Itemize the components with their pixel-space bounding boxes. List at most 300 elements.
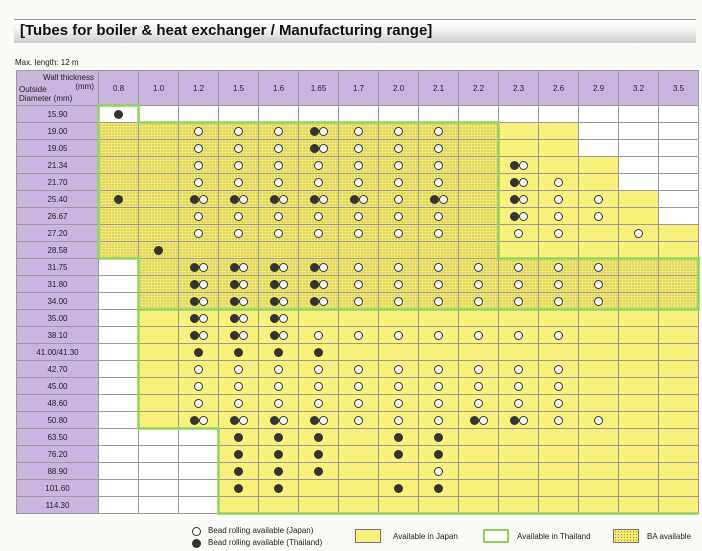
bead-japan-marker bbox=[274, 382, 283, 391]
range-cell bbox=[499, 361, 539, 378]
table-row bbox=[17, 327, 699, 344]
range-cell bbox=[619, 344, 659, 361]
range-cell bbox=[539, 293, 579, 310]
open-circle-icon bbox=[192, 527, 201, 536]
bead-thailand-marker bbox=[190, 314, 199, 323]
range-cell bbox=[299, 123, 339, 140]
range-cell bbox=[419, 327, 459, 344]
range-cell bbox=[259, 429, 299, 446]
range-cell bbox=[339, 293, 379, 310]
bead-thailand-marker bbox=[230, 263, 239, 272]
diameter-label: 35.00 bbox=[17, 310, 99, 327]
range-cell bbox=[419, 106, 459, 123]
bead-thailand-marker bbox=[230, 331, 239, 340]
range-cell bbox=[339, 497, 379, 514]
range-cell bbox=[499, 191, 539, 208]
range-cell bbox=[539, 480, 579, 497]
range-cell bbox=[339, 242, 379, 259]
thickness-header: 1.6 bbox=[259, 71, 299, 106]
range-cell bbox=[179, 378, 219, 395]
range-cell bbox=[99, 208, 139, 225]
range-cell bbox=[659, 412, 699, 429]
range-cell bbox=[659, 276, 699, 293]
bead-japan-marker bbox=[194, 229, 203, 238]
range-cell bbox=[459, 446, 499, 463]
bead-japan-marker bbox=[554, 331, 563, 340]
range-cell bbox=[379, 208, 419, 225]
bead-japan-marker bbox=[394, 382, 403, 391]
range-cell bbox=[379, 174, 419, 191]
diameter-label: 21.70 bbox=[17, 174, 99, 191]
range-cell bbox=[419, 208, 459, 225]
bead-thailand-marker bbox=[114, 195, 123, 204]
range-cell bbox=[379, 106, 419, 123]
range-cell bbox=[219, 242, 259, 259]
bead-japan-marker bbox=[394, 212, 403, 221]
range-cell bbox=[259, 412, 299, 429]
bead-thailand-marker bbox=[230, 314, 239, 323]
diameter-label: 114.30 bbox=[17, 497, 99, 514]
bead-japan-marker bbox=[354, 331, 363, 340]
range-cell bbox=[379, 242, 419, 259]
table-row bbox=[17, 208, 699, 225]
legend bbox=[180, 525, 700, 551]
range-cell bbox=[539, 123, 579, 140]
bead-japan-marker bbox=[554, 297, 563, 306]
wall-thickness-label: Wall thickness (mm) bbox=[43, 73, 94, 91]
range-cell bbox=[619, 123, 659, 140]
range-cell bbox=[379, 429, 419, 446]
bead-japan-marker bbox=[234, 399, 243, 408]
range-cell bbox=[579, 395, 619, 412]
range-cell bbox=[419, 480, 459, 497]
range-cell bbox=[459, 208, 499, 225]
range-cell bbox=[219, 225, 259, 242]
bead-japan-marker bbox=[274, 127, 283, 136]
table-row bbox=[17, 497, 699, 514]
table-row bbox=[17, 361, 699, 378]
bead-japan-marker bbox=[199, 416, 208, 425]
bead-japan-marker bbox=[319, 297, 328, 306]
bead-japan-marker bbox=[359, 195, 368, 204]
diameter-label: 27.20 bbox=[17, 225, 99, 242]
range-cell bbox=[379, 191, 419, 208]
range-cell bbox=[99, 412, 139, 429]
range-cell bbox=[299, 259, 339, 276]
range-cell bbox=[419, 344, 459, 361]
range-cell bbox=[299, 191, 339, 208]
range-cell bbox=[379, 259, 419, 276]
bead-thailand-marker bbox=[310, 280, 319, 289]
bead-japan-marker bbox=[234, 212, 243, 221]
bead-japan-marker bbox=[274, 399, 283, 408]
range-cell bbox=[459, 310, 499, 327]
range-cell bbox=[659, 191, 699, 208]
range-cell bbox=[179, 208, 219, 225]
range-cell bbox=[659, 310, 699, 327]
table-row bbox=[17, 174, 699, 191]
range-cell bbox=[579, 361, 619, 378]
range-cell bbox=[339, 276, 379, 293]
range-cell bbox=[419, 293, 459, 310]
range-cell bbox=[259, 361, 299, 378]
bead-japan-marker bbox=[554, 365, 563, 374]
range-cell bbox=[179, 497, 219, 514]
range-cell bbox=[339, 259, 379, 276]
range-cell bbox=[619, 191, 659, 208]
range-cell bbox=[99, 395, 139, 412]
bead-japan-marker bbox=[554, 399, 563, 408]
range-cell bbox=[179, 412, 219, 429]
range-cell bbox=[419, 157, 459, 174]
table-row bbox=[17, 225, 699, 242]
bead-japan-marker bbox=[354, 365, 363, 374]
bead-japan-marker bbox=[434, 297, 443, 306]
range-cell bbox=[99, 259, 139, 276]
range-cell bbox=[259, 140, 299, 157]
bead-japan-marker bbox=[434, 331, 443, 340]
bead-japan-marker bbox=[474, 331, 483, 340]
bead-japan-marker bbox=[239, 416, 248, 425]
range-cell bbox=[499, 395, 539, 412]
range-cell bbox=[659, 208, 699, 225]
diameter-label: 76.20 bbox=[17, 446, 99, 463]
bead-thailand-marker bbox=[230, 416, 239, 425]
range-cell bbox=[419, 378, 459, 395]
thickness-header: 1.65 bbox=[299, 71, 339, 106]
bead-thailand-marker bbox=[230, 195, 239, 204]
table-row bbox=[17, 310, 699, 327]
range-cell bbox=[619, 463, 659, 480]
range-cell bbox=[299, 429, 339, 446]
range-cell bbox=[499, 242, 539, 259]
bead-japan-marker bbox=[234, 144, 243, 153]
range-cell bbox=[379, 344, 419, 361]
range-cell bbox=[539, 310, 579, 327]
range-cell bbox=[379, 480, 419, 497]
range-cell bbox=[219, 463, 259, 480]
bead-thailand-marker bbox=[510, 416, 519, 425]
range-cell bbox=[219, 429, 259, 446]
bead-japan-marker bbox=[194, 178, 203, 187]
range-cell bbox=[499, 378, 539, 395]
range-cell bbox=[539, 361, 579, 378]
diameter-label: 45.00 bbox=[17, 378, 99, 395]
bead-japan-marker bbox=[554, 280, 563, 289]
bead-thailand-marker bbox=[394, 484, 403, 493]
table-row bbox=[17, 463, 699, 480]
bead-thailand-marker bbox=[510, 178, 519, 187]
range-cell bbox=[339, 344, 379, 361]
table-row bbox=[17, 378, 699, 395]
range-cell bbox=[619, 310, 659, 327]
bead-japan-marker bbox=[239, 195, 248, 204]
range-cell bbox=[499, 259, 539, 276]
bead-japan-marker bbox=[314, 212, 323, 221]
range-cell bbox=[419, 242, 459, 259]
range-cell bbox=[339, 327, 379, 344]
thickness-header: 2.0 bbox=[379, 71, 419, 106]
range-cell bbox=[419, 446, 459, 463]
diameter-label: 19.00 bbox=[17, 123, 99, 140]
bead-thailand-marker bbox=[270, 280, 279, 289]
range-cell bbox=[99, 293, 139, 310]
bead-thailand-marker bbox=[310, 297, 319, 306]
range-cell bbox=[219, 106, 259, 123]
range-cell bbox=[579, 276, 619, 293]
range-cell bbox=[179, 191, 219, 208]
bead-japan-marker bbox=[354, 161, 363, 170]
range-cell bbox=[99, 361, 139, 378]
bead-japan-marker bbox=[199, 314, 208, 323]
range-cell bbox=[539, 344, 579, 361]
range-cell bbox=[659, 344, 699, 361]
bead-japan-marker bbox=[519, 416, 528, 425]
range-cell bbox=[299, 327, 339, 344]
range-cell bbox=[299, 242, 339, 259]
range-cell bbox=[339, 412, 379, 429]
bead-japan-marker bbox=[434, 229, 443, 238]
diameter-label: 41.00/41.30 bbox=[17, 344, 99, 361]
bead-thailand-marker bbox=[230, 297, 239, 306]
range-cell bbox=[99, 344, 139, 361]
bead-japan-marker bbox=[554, 229, 563, 238]
range-cell bbox=[99, 123, 139, 140]
diameter-label: 19.05 bbox=[17, 140, 99, 157]
bead-japan-marker bbox=[354, 382, 363, 391]
range-cell bbox=[579, 412, 619, 429]
range-cell bbox=[579, 157, 619, 174]
bead-japan-marker bbox=[314, 399, 323, 408]
range-cell bbox=[659, 361, 699, 378]
range-cell bbox=[459, 463, 499, 480]
thickness-header: 2.1 bbox=[419, 71, 459, 106]
range-cell bbox=[539, 497, 579, 514]
range-cell bbox=[419, 429, 459, 446]
bead-thailand-marker bbox=[234, 450, 243, 459]
range-cell bbox=[259, 191, 299, 208]
range-cell bbox=[459, 327, 499, 344]
range-cell bbox=[619, 259, 659, 276]
bead-thailand-marker bbox=[270, 195, 279, 204]
legend-thailand-label: Available in Thailand bbox=[517, 532, 591, 541]
bead-japan-marker bbox=[474, 382, 483, 391]
range-cell bbox=[659, 378, 699, 395]
range-cell bbox=[419, 412, 459, 429]
range-cell bbox=[299, 157, 339, 174]
range-cell bbox=[659, 327, 699, 344]
range-cell bbox=[459, 157, 499, 174]
range-cell bbox=[499, 327, 539, 344]
range-cell bbox=[619, 361, 659, 378]
bead-japan-marker bbox=[554, 263, 563, 272]
range-cell bbox=[459, 140, 499, 157]
range-cell bbox=[419, 276, 459, 293]
range-cell bbox=[139, 378, 179, 395]
bead-japan-marker bbox=[394, 178, 403, 187]
bead-thailand-marker bbox=[350, 195, 359, 204]
bead-japan-marker bbox=[474, 263, 483, 272]
bead-thailand-marker bbox=[310, 144, 319, 153]
range-cell bbox=[499, 497, 539, 514]
bead-japan-marker bbox=[594, 297, 603, 306]
bead-japan-marker bbox=[394, 263, 403, 272]
range-cell bbox=[99, 446, 139, 463]
table-row bbox=[17, 480, 699, 497]
bead-japan-marker bbox=[314, 331, 323, 340]
range-cell bbox=[419, 174, 459, 191]
range-cell bbox=[339, 208, 379, 225]
range-cell bbox=[219, 293, 259, 310]
bead-japan-marker bbox=[354, 212, 363, 221]
range-cell bbox=[259, 106, 299, 123]
bead-japan-marker bbox=[234, 127, 243, 136]
diameter-label: 31.80 bbox=[17, 276, 99, 293]
bead-thailand-marker bbox=[310, 416, 319, 425]
bead-thailand-marker bbox=[310, 195, 319, 204]
bead-thailand-marker bbox=[270, 263, 279, 272]
range-cell bbox=[139, 327, 179, 344]
bead-japan-marker bbox=[434, 263, 443, 272]
range-cell bbox=[539, 157, 579, 174]
range-cell bbox=[139, 463, 179, 480]
diameter-label: 88.90 bbox=[17, 463, 99, 480]
legend-japan-label: Available in Japan bbox=[393, 532, 458, 541]
bead-japan-marker bbox=[354, 297, 363, 306]
bead-thailand-marker bbox=[314, 467, 323, 476]
range-cell bbox=[299, 174, 339, 191]
range-cell bbox=[299, 106, 339, 123]
range-cell bbox=[299, 412, 339, 429]
range-cell bbox=[259, 259, 299, 276]
range-cell bbox=[139, 259, 179, 276]
range-cell bbox=[99, 242, 139, 259]
range-cell bbox=[619, 225, 659, 242]
range-cell bbox=[339, 191, 379, 208]
range-cell bbox=[339, 463, 379, 480]
range-cell bbox=[179, 344, 219, 361]
range-cell bbox=[339, 140, 379, 157]
range-cell bbox=[459, 123, 499, 140]
bead-japan-marker bbox=[434, 416, 443, 425]
range-cell bbox=[219, 446, 259, 463]
outside-diameter-label: Outside Diameter (mm) bbox=[19, 85, 73, 103]
range-cell bbox=[379, 361, 419, 378]
bead-japan-marker bbox=[394, 280, 403, 289]
range-cell bbox=[419, 497, 459, 514]
bead-japan-marker bbox=[514, 297, 523, 306]
range-cell bbox=[139, 191, 179, 208]
diameter-label: 26.67 bbox=[17, 208, 99, 225]
range-cell bbox=[139, 480, 179, 497]
thickness-header: 3.5 bbox=[659, 71, 699, 106]
range-cell bbox=[339, 429, 379, 446]
bead-japan-marker bbox=[394, 399, 403, 408]
thailand-swatch bbox=[483, 529, 509, 543]
title-bar bbox=[14, 19, 696, 43]
range-cell bbox=[619, 276, 659, 293]
bead-thailand-marker bbox=[274, 450, 283, 459]
range-cell bbox=[459, 378, 499, 395]
range-cell bbox=[459, 293, 499, 310]
range-cell bbox=[379, 123, 419, 140]
range-cell bbox=[499, 429, 539, 446]
range-cell bbox=[259, 395, 299, 412]
range-cell bbox=[179, 446, 219, 463]
diameter-label: 63.50 bbox=[17, 429, 99, 446]
diameter-label: 101.60 bbox=[17, 480, 99, 497]
table-row bbox=[17, 412, 699, 429]
range-cell bbox=[179, 140, 219, 157]
bead-thailand-marker bbox=[190, 331, 199, 340]
bead-japan-marker bbox=[434, 280, 443, 289]
range-cell bbox=[579, 242, 619, 259]
ba-swatch bbox=[613, 529, 639, 543]
table-row bbox=[17, 344, 699, 361]
range-cell bbox=[259, 344, 299, 361]
bead-japan-marker bbox=[514, 280, 523, 289]
max-length-note: Max. length: 12 m bbox=[15, 58, 79, 67]
range-cell bbox=[139, 174, 179, 191]
range-cell bbox=[619, 446, 659, 463]
range-cell bbox=[219, 378, 259, 395]
range-cell bbox=[179, 157, 219, 174]
bead-thailand-marker bbox=[234, 348, 243, 357]
range-cell bbox=[539, 174, 579, 191]
bead-japan-marker bbox=[319, 280, 328, 289]
range-cell bbox=[339, 378, 379, 395]
range-cell bbox=[299, 225, 339, 242]
range-cell bbox=[139, 276, 179, 293]
range-cell bbox=[139, 225, 179, 242]
bead-thailand-marker bbox=[434, 450, 443, 459]
bead-japan-marker bbox=[434, 144, 443, 153]
range-cell bbox=[659, 497, 699, 514]
range-cell bbox=[379, 378, 419, 395]
range-cell bbox=[299, 463, 339, 480]
range-cell bbox=[179, 327, 219, 344]
range-cell bbox=[619, 378, 659, 395]
range-cell bbox=[459, 106, 499, 123]
bead-japan-marker bbox=[394, 195, 403, 204]
range-cell bbox=[99, 157, 139, 174]
bead-japan-marker bbox=[274, 229, 283, 238]
thickness-header: 1.0 bbox=[139, 71, 179, 106]
range-cell bbox=[99, 225, 139, 242]
bead-japan-marker bbox=[514, 331, 523, 340]
range-cell bbox=[659, 242, 699, 259]
range-cell bbox=[179, 361, 219, 378]
range-cell bbox=[219, 208, 259, 225]
bead-thailand-marker bbox=[234, 484, 243, 493]
bead-japan-marker bbox=[194, 127, 203, 136]
range-cell bbox=[499, 157, 539, 174]
range-cell bbox=[339, 157, 379, 174]
bead-japan-marker bbox=[194, 161, 203, 170]
range-cell bbox=[619, 174, 659, 191]
range-cell bbox=[379, 157, 419, 174]
bead-japan-marker bbox=[514, 365, 523, 374]
range-cell bbox=[179, 395, 219, 412]
range-cell bbox=[539, 395, 579, 412]
range-cell bbox=[219, 344, 259, 361]
range-cell bbox=[499, 446, 539, 463]
range-cell bbox=[459, 429, 499, 446]
range-cell bbox=[619, 327, 659, 344]
range-cell bbox=[419, 191, 459, 208]
bead-japan-marker bbox=[194, 399, 203, 408]
range-cell bbox=[179, 293, 219, 310]
